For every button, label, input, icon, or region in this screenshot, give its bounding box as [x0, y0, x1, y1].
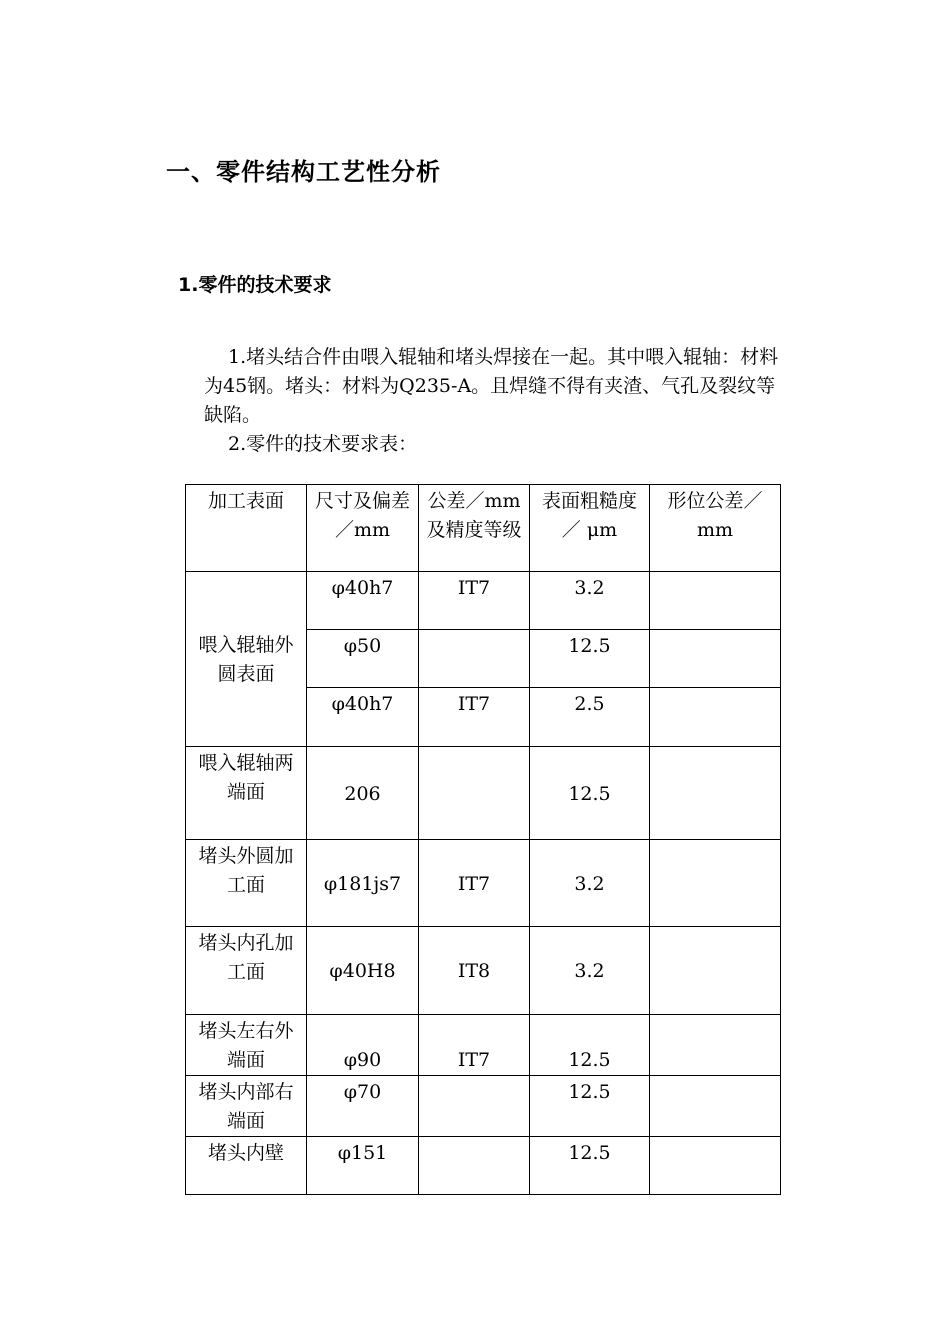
cell-dimension: 206: [307, 747, 419, 840]
cell-roughness: 2.5: [530, 688, 650, 747]
table-row: [186, 840, 781, 927]
cell-dimension: φ70: [307, 1076, 419, 1137]
header-surface: 加工表面: [186, 485, 307, 572]
cell-surface: 堵头左右外端面: [186, 1015, 307, 1076]
cell-geometric-tolerance: [650, 1076, 781, 1137]
cell-tolerance: [419, 630, 530, 688]
subsection-heading: 1.零件的技术要求: [178, 274, 332, 296]
cell-dimension: φ181js7: [307, 840, 419, 927]
cell-geometric-tolerance: [650, 1137, 781, 1195]
cell-dimension: φ40h7: [307, 572, 419, 630]
cell-roughness: 12.5: [530, 1076, 650, 1137]
cell-dimension: φ50: [307, 630, 419, 688]
cell-tolerance: IT8: [419, 927, 530, 1015]
cell-roughness: 12.5: [530, 630, 650, 688]
table-row: [186, 1137, 781, 1195]
cell-tolerance: [419, 1137, 530, 1195]
cell-roughness: 3.2: [530, 572, 650, 630]
cell-dimension: φ151: [307, 1137, 419, 1195]
cell-geometric-tolerance: [650, 1015, 781, 1076]
cell-geometric-tolerance: [650, 572, 781, 630]
cell-tolerance: IT7: [419, 572, 530, 630]
section-heading: 一、零件结构工艺性分析: [166, 158, 441, 186]
cell-dimension: φ90: [307, 1015, 419, 1076]
cell-roughness: 12.5: [530, 1015, 650, 1076]
cell-roughness: 12.5: [530, 1137, 650, 1195]
cell-surface: 喂入辊轴两端面: [186, 747, 307, 840]
cell-tolerance: IT7: [419, 688, 530, 747]
cell-surface: 堵头内壁: [186, 1137, 307, 1195]
table-row: [186, 747, 781, 840]
technical-requirements-table: [185, 484, 781, 1195]
cell-tolerance: [419, 747, 530, 840]
header-tolerance: 公差／mm及精度等级: [419, 485, 530, 572]
table-row: [186, 572, 781, 630]
table-row: [186, 1015, 781, 1076]
cell-roughness: 3.2: [530, 927, 650, 1015]
cell-tolerance: [419, 1076, 530, 1137]
cell-dimension: φ40h7: [307, 688, 419, 747]
paragraph-table-intro: 2.零件的技术要求表：: [228, 433, 418, 455]
cell-tolerance: IT7: [419, 840, 530, 927]
table-row: [186, 927, 781, 1015]
paragraph-material: 1.堵头结合件由喂入辊轴和堵头焊接在一起。其中喂入辊轴：材料为45钢。堵头：材料为Q235-A。且焊缝不得有夹渣、气孔及裂纹等缺陷。: [204, 346, 779, 426]
cell-geometric-tolerance: [650, 747, 781, 840]
header-dimension: 尺寸及偏差／mm: [307, 485, 419, 572]
cell-roughness: 12.5: [530, 747, 650, 840]
cell-geometric-tolerance: [650, 840, 781, 927]
cell-surface: 堵头外圆加工面: [186, 840, 307, 927]
cell-geometric-tolerance: [650, 927, 781, 1015]
cell-surface: 喂入辊轴外圆表面: [186, 572, 307, 747]
table-row: [186, 1076, 781, 1137]
cell-roughness: 3.2: [530, 840, 650, 927]
cell-surface: 堵头内部右端面: [186, 1076, 307, 1137]
cell-dimension: φ40H8: [307, 927, 419, 1015]
table-header-row: [186, 485, 781, 572]
cell-geometric-tolerance: [650, 630, 781, 688]
cell-geometric-tolerance: [650, 688, 781, 747]
cell-tolerance: IT7: [419, 1015, 530, 1076]
cell-surface: 堵头内孔加工面: [186, 927, 307, 1015]
header-roughness: 表面粗糙度／ μm: [530, 485, 650, 572]
header-geometric-tolerance: 形位公差／mm: [650, 485, 781, 572]
